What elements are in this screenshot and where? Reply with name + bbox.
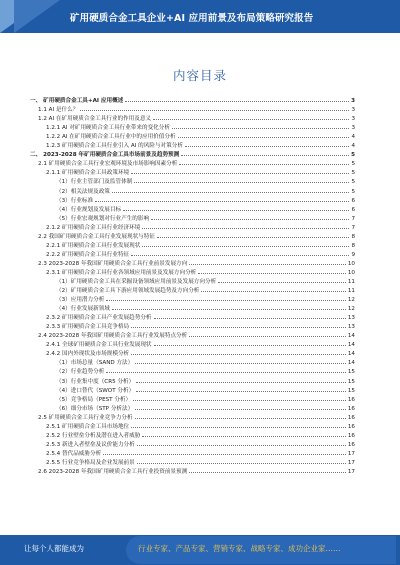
- toc-entry[interactable]: [30, 421, 355, 430]
- toc-entry-page: 7: [351, 224, 355, 231]
- toc-entry-label: （4）进口替代（SWOT 分析）: [56, 387, 135, 394]
- footer-banner: [0, 535, 400, 565]
- toc-leader-dots: [136, 382, 346, 383]
- toc-leader-dots: [125, 101, 349, 102]
- toc-entry[interactable]: [30, 439, 355, 448]
- toc-leader-dots: [135, 418, 346, 419]
- toc-entry-page: 10: [347, 260, 355, 267]
- toc-entry-page: 11: [347, 288, 355, 295]
- toc-entry[interactable]: [30, 213, 355, 222]
- toc-entry-page: 15: [347, 378, 355, 385]
- toc-entry-label: 2.1 矿用硬质合金工具行业宏观环境及市场影响因素分析: [38, 161, 178, 168]
- toc-entry[interactable]: [30, 131, 355, 140]
- toc-entry-page: 5: [351, 161, 355, 168]
- toc-entry[interactable]: [30, 104, 355, 113]
- toc-leader-dots: [142, 228, 349, 229]
- toc-entry-page: 9: [351, 251, 355, 258]
- toc-leader-dots: [189, 472, 346, 473]
- toc-entry[interactable]: [30, 366, 355, 375]
- toc-leader-dots: [131, 354, 346, 355]
- toc-entry[interactable]: [30, 267, 355, 276]
- toc-leader-dots: [157, 237, 349, 238]
- toc-leader-dots: [106, 372, 346, 373]
- toc-leader-dots: [135, 409, 346, 410]
- toc-leader-dots: [103, 454, 346, 455]
- footer-roles-box: [126, 536, 396, 564]
- footer-lead-text: 让每个人都能成为: [24, 544, 84, 553]
- toc-entry-page: 15: [347, 369, 355, 376]
- toc-entry[interactable]: [30, 312, 355, 321]
- toc-entry[interactable]: [30, 457, 355, 466]
- toc-leader-dots: [154, 318, 346, 319]
- toc-entry-label: 一、 矿用硬质合金工具+AI 应用概述: [30, 98, 124, 105]
- toc-leader-dots: [131, 327, 346, 328]
- toc-entry-page: 12: [347, 306, 355, 313]
- toc-entry-page: 14: [347, 342, 355, 349]
- toc-entry-label: （4）行业规划及发展目标: [56, 206, 122, 213]
- toc-entry-page: 3: [351, 125, 355, 132]
- toc-leader-dots: [178, 137, 350, 138]
- toc-entry-page: 16: [347, 423, 355, 430]
- table-of-contents: [30, 95, 355, 475]
- toc-leader-dots: [134, 182, 349, 183]
- toc-entry[interactable]: [30, 348, 355, 357]
- toc-entry[interactable]: [30, 95, 355, 104]
- toc-leader-dots: [131, 427, 346, 428]
- toc-entry-label: 2.2.2 矿用硬质合金工具行业特征: [46, 251, 130, 258]
- toc-entry-page: 16: [347, 432, 355, 439]
- toc-entry-page: 13: [347, 324, 355, 331]
- toc-entry[interactable]: [30, 330, 355, 339]
- toc-entry-label: 2.3.1 矿用硬质合金工具行业各领域应用前景及发展方向分析: [46, 269, 197, 276]
- toc-entry[interactable]: [30, 321, 355, 330]
- toc-entry-page: 17: [347, 468, 355, 475]
- toc-entry[interactable]: [30, 158, 355, 167]
- toc-entry-page: 17: [347, 459, 355, 466]
- toc-entry-label: 2.1.1 矿用硬质合金工具政策环境: [46, 170, 130, 177]
- toc-entry-page: 3: [351, 116, 355, 123]
- toc-entry[interactable]: [30, 258, 355, 267]
- toc-entry[interactable]: [30, 195, 355, 204]
- toc-entry-label: （1）行业主管部门及监管体制: [56, 179, 133, 186]
- toc-entry-page: 16: [347, 396, 355, 403]
- toc-leader-dots: [189, 336, 346, 337]
- toc-entry-label: 2.3.2 矿用硬质合金工具产业发展趋势分析: [46, 315, 152, 322]
- toc-entry[interactable]: [30, 430, 355, 439]
- toc-entry-page: 3: [351, 98, 355, 105]
- toc-entry-label: （3）行业集中度（CR5 分析）: [56, 378, 135, 385]
- toc-entry[interactable]: [30, 303, 355, 312]
- toc-entry[interactable]: [30, 122, 355, 131]
- toc-entry-page: 5: [351, 188, 355, 195]
- toc-leader-dots: [137, 445, 346, 446]
- toc-entry-label: （3）行业标准: [56, 197, 94, 204]
- toc-entry[interactable]: [30, 385, 355, 394]
- toc-heading: 内容目录: [172, 68, 227, 83]
- toc-entry-label: （1）市场总量（SAND 方法）: [56, 360, 134, 367]
- toc-leader-dots: [95, 201, 349, 202]
- toc-entry-page: 6: [351, 197, 355, 204]
- toc-leader-dots: [179, 164, 349, 165]
- toc-entry-label: （3）应用潜力分析: [56, 297, 105, 304]
- toc-entry-label: （5）竞争格局（PEST 分析）: [56, 396, 132, 403]
- toc-entry-label: 1.2 AI 在矿用硬质合金工具行业的作用及意义: [38, 116, 152, 123]
- toc-leader-dots: [154, 345, 346, 346]
- toc-entry-page: 14: [347, 351, 355, 358]
- toc-entry[interactable]: [30, 149, 355, 158]
- toc-entry-page: 17: [347, 450, 355, 457]
- toc-entry-page: 8: [351, 233, 355, 240]
- toc-entry[interactable]: [30, 167, 355, 176]
- toc-leader-dots: [131, 255, 349, 256]
- toc-entry-label: （6）细分市场（STP 分析法）: [56, 405, 134, 412]
- toc-leader-dots: [112, 309, 346, 310]
- toc-leader-dots: [151, 219, 349, 220]
- header-decor-wedge-inner: [14, 0, 60, 33]
- toc-leader-dots: [218, 282, 346, 283]
- toc-entry-page: 5: [351, 179, 355, 186]
- toc-entry-page: 8: [351, 242, 355, 249]
- toc-leader-dots: [133, 400, 346, 401]
- toc-entry[interactable]: [30, 466, 355, 475]
- toc-leader-dots: [181, 155, 349, 156]
- toc-entry-label: 2.2 我国矿用硬质合金工具行业发展现状与特征: [38, 233, 155, 240]
- toc-entry[interactable]: [30, 249, 355, 258]
- toc-entry-label: 2.2.1 矿用硬质合金工具行业发展现状: [46, 242, 141, 249]
- toc-entry-label: 1.2.3 矿用硬质合金工具行业引入 AI 的风险与对策分析: [46, 143, 183, 150]
- toc-leader-dots: [80, 110, 349, 111]
- toc-entry[interactable]: [30, 231, 355, 240]
- toc-entry-label: 1.2.1 AI 对矿用硬质合金工具行业带来的变化分析: [46, 125, 170, 132]
- toc-entry-label: 2.6 2023-2028 年我国矿用硬质合金工具行业投资前景预测: [38, 468, 188, 475]
- toc-leader-dots: [142, 246, 349, 247]
- toc-entry-page: 7: [351, 215, 355, 222]
- toc-entry[interactable]: [30, 339, 355, 348]
- toc-entry[interactable]: [30, 448, 355, 457]
- toc-entry-label: （2）行业趋势分析: [56, 369, 105, 376]
- toc-entry-page: 15: [347, 387, 355, 394]
- toc-leader-dots: [198, 273, 346, 274]
- toc-entry-page: 5: [351, 152, 355, 159]
- toc-entry-label: 2.3.3 矿用硬质合金工具竞争格局: [46, 324, 130, 331]
- toc-leader-dots: [201, 291, 345, 292]
- toc-entry-label: （4）行业发展新领域: [56, 306, 110, 313]
- toc-leader-dots: [131, 173, 349, 174]
- toc-entry-label: 2.1.2 矿用硬质合金工具行业经济环境: [46, 224, 141, 231]
- toc-entry-page: 13: [347, 315, 355, 322]
- toc-entry-label: 二、 2023-2028 年矿用硬质合金工具市场前景及趋势预测: [30, 152, 180, 159]
- toc-entry-label: 2.4 2023-2028 年我国矿用硬质合金工具行业发展特点分析: [38, 333, 188, 340]
- toc-entry-label: 2.4.1 全球矿用硬质合金工具行业发展现状: [46, 342, 152, 349]
- toc-entry[interactable]: [30, 176, 355, 185]
- toc-entry-label: 2.3 2023-2028 年我国矿用硬质合金工具行业前景发展方向: [38, 260, 188, 267]
- toc-entry[interactable]: [30, 294, 355, 303]
- toc-entry-label: 1.1 AI 是什么？: [38, 107, 79, 114]
- toc-entry-label: （2）相关法规及政策: [56, 188, 110, 195]
- toc-entry-page: 12: [347, 297, 355, 304]
- toc-entry-label: （5）行业宏观规划对行业产生的影响: [56, 215, 150, 222]
- toc-entry[interactable]: [30, 412, 355, 421]
- toc-entry[interactable]: [30, 357, 355, 366]
- toc-leader-dots: [137, 463, 346, 464]
- toc-entry-label: （1）矿用硬质合金工具在采掘设备领域应用前景及发展方向分析: [56, 278, 217, 285]
- toc-entry-page: 16: [347, 405, 355, 412]
- toc-leader-dots: [123, 210, 349, 211]
- toc-entry-page: 11: [347, 278, 355, 285]
- toc-entry-page: 6: [351, 206, 355, 213]
- toc-entry[interactable]: [30, 240, 355, 249]
- toc-entry-label: 2.4.2 国内外现状及市场规模分析: [46, 351, 130, 358]
- toc-leader-dots: [106, 300, 346, 301]
- toc-entry[interactable]: [30, 394, 355, 403]
- toc-entry[interactable]: [30, 204, 355, 213]
- toc-entry-label: 1.2.2 AI 在矿用硬质合金工具行业中的应用价值分析: [46, 134, 176, 141]
- toc-entry-page: 16: [347, 441, 355, 448]
- footer-roles-text: 行业专家、产品专家、营销专家、战略专家、成功企业家……: [138, 544, 341, 553]
- toc-entry-page: 16: [347, 414, 355, 421]
- toc-entry-page: 14: [347, 360, 355, 367]
- toc-leader-dots: [185, 146, 350, 147]
- toc-entry-label: 2.5.4 替代品威胁分析: [46, 450, 102, 457]
- toc-entry-label: （2）矿用硬质合金工具下游应用领域发展趋势及方向分析: [56, 288, 200, 295]
- toc-entry-page: 14: [347, 333, 355, 340]
- toc-leader-dots: [136, 391, 346, 392]
- toc-leader-dots: [172, 128, 349, 129]
- toc-entry[interactable]: [30, 222, 355, 231]
- report-title: 矿用硬质合金工具企业+AI 应用前景及布局策略研究报告: [70, 13, 314, 24]
- toc-entry[interactable]: [30, 375, 355, 384]
- toc-leader-dots: [153, 119, 349, 120]
- toc-entry[interactable]: [30, 113, 355, 122]
- toc-entry[interactable]: [30, 140, 355, 149]
- toc-entry[interactable]: [30, 285, 355, 294]
- toc-entry-page: 10: [347, 269, 355, 276]
- toc-entry[interactable]: [30, 185, 355, 194]
- toc-leader-dots: [112, 192, 350, 193]
- toc-entry-label: 2.5.2 行业壁垒分析及潜在进入者威胁: [46, 432, 141, 439]
- toc-entry-label: 2.5.3 新进入者壁垒及议价能力分析: [46, 441, 135, 448]
- toc-entry-page: 3: [351, 107, 355, 114]
- toc-entry-page: 5: [351, 170, 355, 177]
- toc-entry-label: 2.5.1 矿用硬质合金工具市场地位: [46, 423, 130, 430]
- toc-entry-page: 4: [351, 143, 355, 150]
- toc-entry[interactable]: [30, 403, 355, 412]
- toc-leader-dots: [189, 264, 346, 265]
- report-header-banner: [0, 0, 400, 33]
- toc-leader-dots: [142, 436, 346, 437]
- toc-leader-dots: [135, 363, 346, 364]
- toc-entry-label: 2.5 矿用硬质合金工具行业竞争力分析: [38, 414, 133, 421]
- toc-entry[interactable]: [30, 276, 355, 285]
- toc-entry-page: 4: [351, 134, 355, 141]
- toc-entry-label: 2.5.5 行业竞争格局及企业发展前景: [46, 459, 135, 466]
